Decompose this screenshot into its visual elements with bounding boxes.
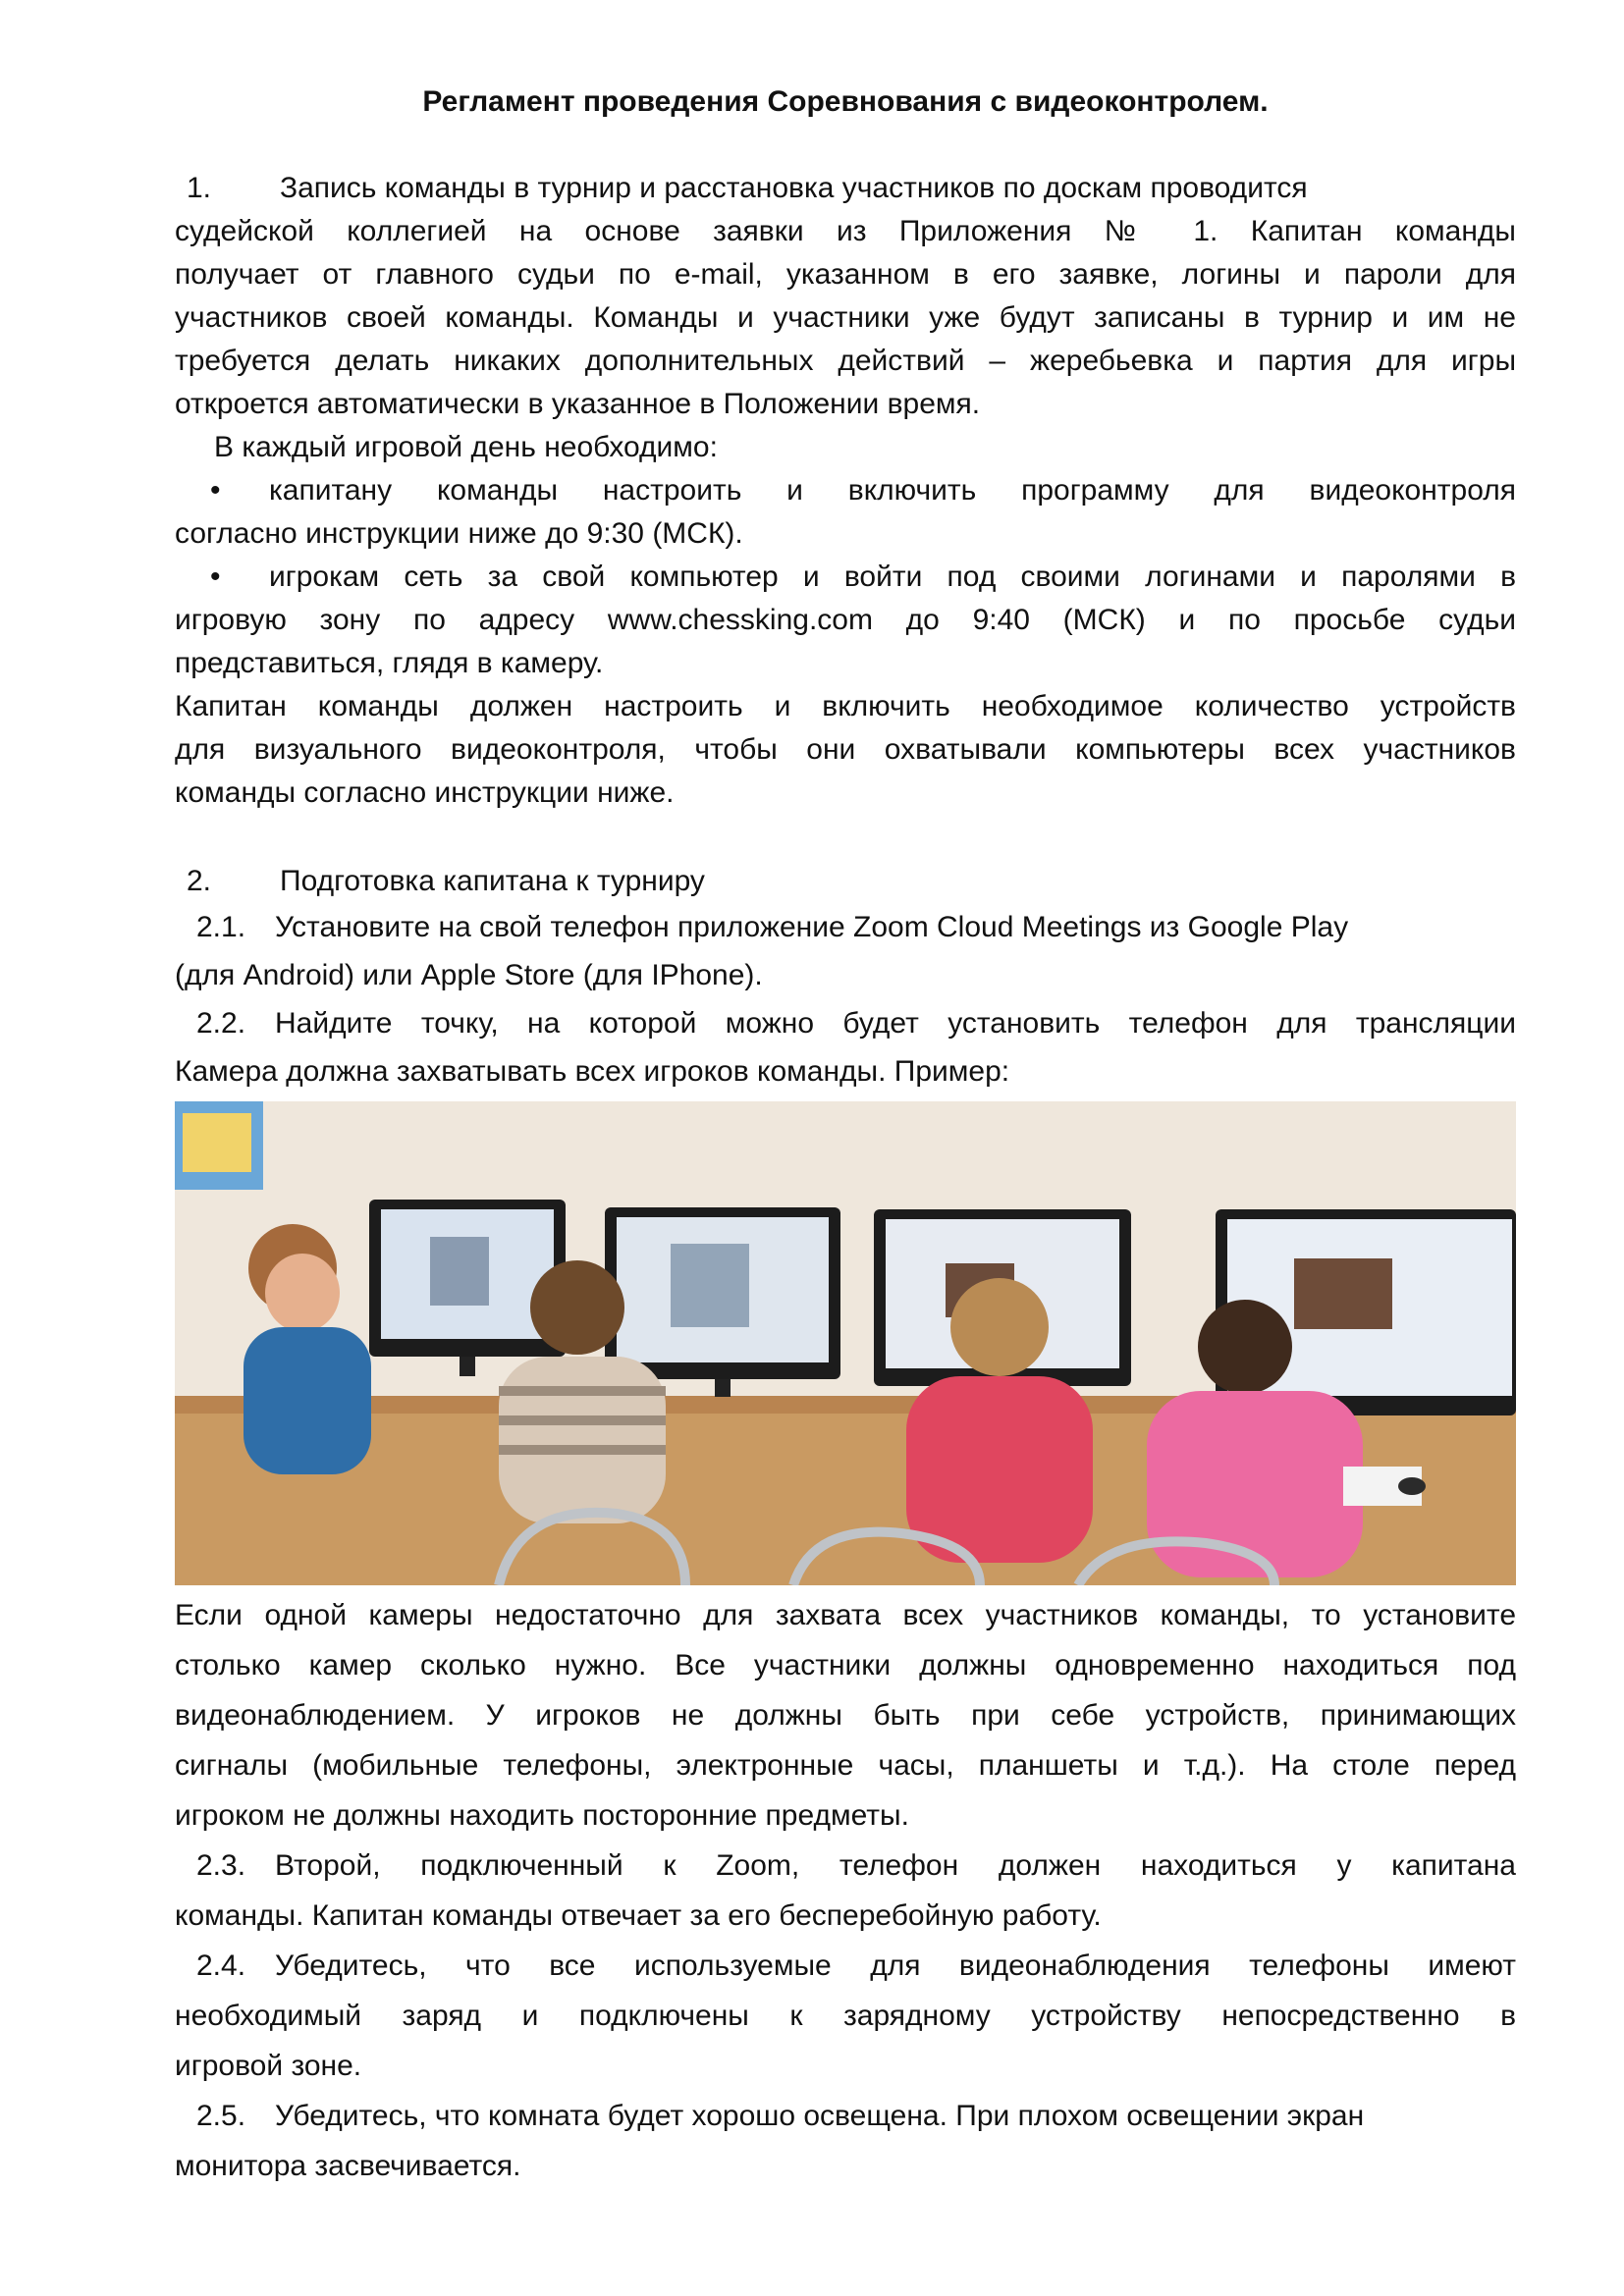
section-1-line-6: откроется автоматически в указанное в Положении время.: [175, 388, 981, 420]
bullet-2-line-2: игровую зону по адресу www.chessking.com до 9:40 (МСК) и по просьбе судьи: [175, 604, 1516, 636]
item-2-1-line-2: (для Android) или Apple Store (для IPhone).: [175, 959, 763, 991]
section-2-continued: [175, 1590, 1516, 2191]
item-2-2-line-1: Найдите точку, на которой можно будет установить телефон для трансляции: [275, 1007, 1516, 1040]
captain-line-1: Капитан команды должен настроить и включить необходимое количество устройств: [175, 690, 1516, 722]
bullet-1-line-1: капитану команды настроить и включить программу для видеоконтроля: [269, 474, 1516, 507]
example-photo: [175, 1101, 1516, 1585]
bullet-2-line-3: представиться, глядя в камеру.: [175, 647, 604, 679]
item-number: 2.2.: [196, 1007, 246, 1040]
after-photo-line-1: Если одной камеры недостаточно для захвата всех участников команды, то установите: [175, 1599, 1516, 1631]
item-number: 2.1.: [196, 911, 246, 943]
every-day-label: В каждый игровой день необходимо:: [214, 431, 718, 463]
after-photo-line-3: видеонаблюдением. У игроков не должны быть при себе устройств, принимающих: [175, 1699, 1516, 1732]
after-photo-line-2: столько камер сколько нужно. Все участники должны одновременно находиться под: [175, 1649, 1516, 1682]
section-2-heading: Подготовка капитана к турниру: [280, 865, 705, 897]
item-2-4-line-2: необходимый заряд и подключены к зарядному устройству непосредственно в: [175, 2000, 1516, 2032]
photo-illustration: [175, 1101, 1516, 1585]
document-title: Регламент проведения Соревнования с видеоконтролем.: [422, 85, 1269, 118]
section-2: [175, 860, 1516, 1095]
bullet-1-line-2: согласно инструкции ниже до 9:30 (МСК).: [175, 517, 743, 550]
section-number: 2.: [187, 865, 212, 897]
section-1-line-4: участников своей команды. Команды и участники уже будут записаны в турнир и им не: [175, 301, 1516, 334]
item-2-5-line-1: Убедитесь, что комната будет хорошо освещена. При плохом освещении экран: [275, 2100, 1365, 2132]
section-1: [175, 167, 1516, 815]
item-2-3-line-2: команды. Капитан команды отвечает за его бесперебойную работу.: [175, 1899, 1102, 1932]
item-2-1-line-1: Установите на свой телефон приложение Zoom Cloud Meetings из Google Play: [275, 911, 1349, 943]
item-number: 2.4.: [196, 1949, 246, 1982]
section-1-line-3: получает от главного судьи по e-mail, указанном в его заявке, логины и пароли для: [175, 258, 1516, 291]
item-2-2-line-2: Камера должна захватывать всех игроков команды. Пример:: [175, 1055, 1010, 1088]
section-1-line-5: требуется делать никаких дополнительных действий – жеребьевка и партия для игры: [175, 345, 1516, 377]
item-2-3-line-1: Второй, подключенный к Zoom, телефон должен находиться у капитана: [275, 1849, 1516, 1882]
item-number: 2.3.: [196, 1849, 246, 1882]
bullet-icon: •: [210, 561, 221, 593]
captain-line-3: команды согласно инструкции ниже.: [175, 776, 675, 809]
item-number: 2.5.: [196, 2100, 246, 2132]
captain-line-2: для визуального видеоконтроля, чтобы они охватывали компьютеры всех участников: [175, 733, 1516, 766]
section-1-line-1: Запись команды в турнир и расстановка участников по доскам проводится: [280, 172, 1308, 204]
item-2-4-line-1: Убедитесь, что все используемые для видеонаблюдения телефоны имеют: [275, 1949, 1516, 1982]
bullet-icon: •: [210, 474, 221, 507]
item-2-4-line-3: игровой зоне.: [175, 2050, 362, 2082]
after-photo-line-4: сигналы (мобильные телефоны, электронные часы, планшеты и т.д.). На столе перед: [175, 1749, 1516, 1782]
section-number: 1.: [187, 172, 212, 204]
after-photo-line-5: игроком не должны находить посторонние предметы.: [175, 1799, 909, 1832]
bullet-2-line-1: игрокам сеть за свой компьютер и войти под своими логинами и паролями в: [269, 561, 1516, 593]
item-2-5-line-2: монитора засвечивается.: [175, 2150, 521, 2182]
section-1-line-2: судейской коллегией на основе заявки из Приложения № 1. Капитан команды: [175, 215, 1516, 247]
